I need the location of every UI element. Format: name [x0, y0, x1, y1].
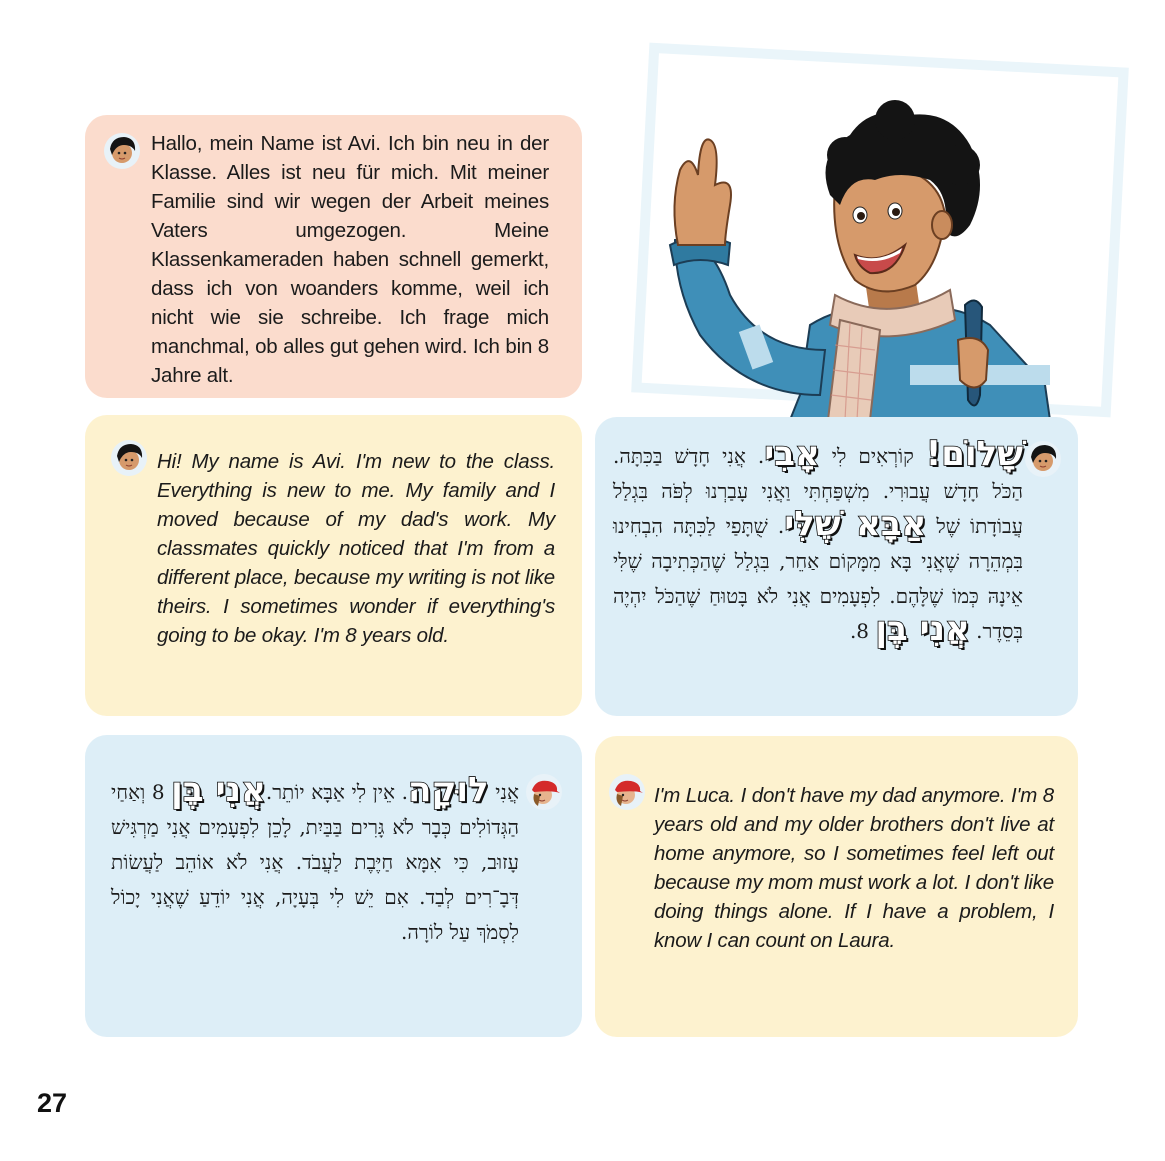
age-label: אֲנִי בֶּן: [171, 770, 266, 810]
name-avi: אָבִי: [764, 434, 820, 474]
avi-avatar-icon: [1025, 441, 1061, 477]
age-label: אֲנִי בֶּן: [875, 609, 970, 649]
luca-hebrew-text: אֲנִי לוּקָה. אֵין לִי אַבָּא יוֹתֵר.אֲנִי בֶּן 8 וְאַחַי הַגְּדוֹלִים כְּבָר לֹא גָּרִים בַּבַּיִת, לָכֵן לִפְעָמִים אֲנִי מַרְגִּישׁ עָזוּב, כִּי אִמָּא חַיֶּבֶת לַעֲבֹד. אֲנִי לֹא אוֹהֵב לַעֲשׂוֹת דְּבָ־רִים לְבַד. אִם יֵשׁ לִי בְּעָיָה, אֲנִי יוֹדֵעַ שֶׁאֲנִי יָכוֹל לִסְמֹךְ עַל לוֹרָה.: [111, 770, 519, 944]
luca-avatar-icon: [609, 774, 645, 810]
avi-hebrew-box: [595, 417, 1078, 716]
avi-german-box: [85, 115, 582, 398]
my-dad: אַבָּא שֶׁלִּי: [784, 504, 927, 544]
avi-avatar-icon: [104, 133, 140, 169]
avi-hebrew-text: שָׁלוֹם! קוֹרְאִים לִי אָבִי. אֲנִי חָדָשׁ בַּכִּתָּה. הַכֹּל חָדָשׁ עֲבוּרִי. מִשְׁפַּחְתִּי וַאֲנִי עָבַרְנוּ לְפֹּה בִּגְלַל עֲבוֹדָתוֹ שֶׁל אַבָּא שֶׁלִּי. שֻׁתָּפַי לַכִּתָּה הִבְחִינוּ בִּמְהֵרָה שֶׁאֲנִי בָּא מִמָּקוֹם אַחֵר, בִּגְלַל שֶׁהַכְּתִיבָה שֶׁלִּי אֵינָהּ כְּמוֹ שֶׁלָּהֶם. לִפְעָמִים אֲנִי לֹא בָּטוּחַ שֶׁהַכֹּל יִהְיֶה בְּסֵדֶר. אֲנִי בֶּן 8.: [613, 434, 1023, 649]
luca-english-text: I'm Luca. I don't have my dad anymore. I'm 8 years old and my older brothers don't live at home anymore, so I sometimes feel left out because my mom must work a lot. I don't like doing things alone. If I have a problem, I know I can count on Laura.: [654, 784, 1054, 952]
avi-german-text: Hallo, mein Name ist Avi. Ich bin neu in der Klasse. Alles ist neu für mich. Mit meiner Familie sind wir wegen der Arbeit meines Vaters umgezogen. Meine Klassenkameraden haben schnell gemerkt, dass ich von woanders komme, weil ich nicht wie sie schreibe. Ich frage mich manchmal, ob alles gut gehen wird. Ich bin 8 Jahre alt.: [151, 132, 549, 387]
avi-avatar-icon: [111, 440, 147, 476]
page-number: 27: [37, 1088, 68, 1118]
luca-hebrew-box: [85, 735, 582, 1037]
luca-english-box: [595, 736, 1078, 1037]
avi-english-text: Hi! My name is Avi. I'm new to the class. Everything is new to me. My family and I moved because of my dad's work. My classmates quickly noticed that I'm from a different place, because my writing is not like theirs. I sometimes wonder if everything's going to be okay. I'm 8 years old.: [157, 450, 555, 647]
name-luca: לוּקָה: [407, 770, 489, 810]
shalom-heading: שָׁלוֹם!: [925, 434, 1023, 474]
avi-illustration: [650, 95, 1060, 420]
avi-english-box: [85, 415, 582, 716]
luca-avatar-icon: [526, 774, 562, 810]
